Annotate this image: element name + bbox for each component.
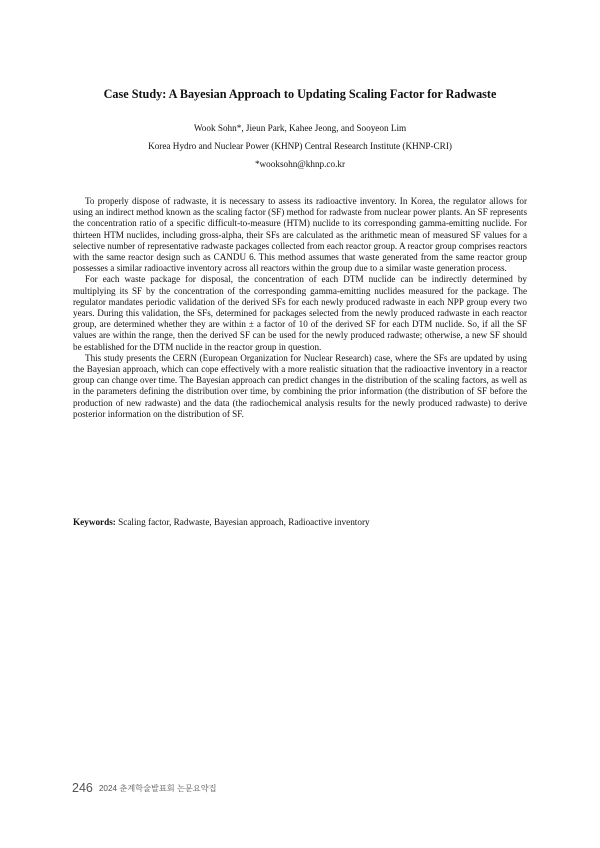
contact-email: *wooksohn@khnp.co.kr [254,159,346,169]
affiliation: Korea Hydro and Nuclear Power (KHNP) Central Research Institute (KHNP-CRI) [148,141,452,151]
keywords-line [73,516,527,528]
page-number: 246 [72,781,93,795]
abstract-paragraph-2: For each waste package for disposal, the concentration of each DTM nuclide can be indirectly determined by multiplying its SF by the concentration of the corresponding gamma-emitting nuclides measured for the package. The regulator mandates periodic validation of the derived SFs for each newly produced radwaste in each NPP group every two years. During this validation, the SFs, determined for packages selected from the newly produced radwaste in each reactor group, are determined whether they are within ± a factor of 10 of the derived SF for each DTM nuclide. So, if all the SF values are within the range, then the derived SF can be used for the newly produced radwaste; otherwise, a new SF should be established for the DTM nuclide in the reactor group in question. [73,274,527,352]
abstract-paragraph-1: To properly dispose of radwaste, it is necessary to assess its radioactive inventory. In Korea, the regulator allows for using an indirect method known as the scaling factor (SF) method for radwaste from nuclear power plants. An SF represents the concentration ratio of a specific difficult-to-measure (HTM) nuclide to its corresponding gamma-emitting nuclide. For thirteen HTM nuclides, including gross-alpha, their SFs are calculated as the arithmetic mean of measured SF values for a selective number of representative radwaste packages collected from each reactor group. A reactor group comprises reactors with the same reactor design such as CANDU 6. This method assumes that waste generated from the same reactor group possesses a similar radioactive inventory across all reactors within the group due to a similar waste generation process. [73,196,527,274]
proceedings-name: 2024 춘계학술발표회 논문요약집 [98,784,217,793]
abstract-body [73,196,527,420]
author-list: Wook Sohn*, Jieun Park, Kahee Jeong, and Sooyeon Lim [193,123,407,133]
abstract-paragraph-3: This study presents the CERN (European Organization for Nuclear Research) case, where the SFs are updated by using the Bayesian approach, which can cope effectively with a more realistic situation that the radioactive inventory in a reactor group can change over time. The Bayesian approach can predict changes in the distribution of the scaling factors, as well as in the parameters defining the distribution over time, by combining the prior information (the distribution of SF before the production of new radwaste) and the data (the radiochemical analysis results for the newly produced radwaste) to derive posterior information on the distribution of SF. [73,352,527,419]
keywords-label: Keywords: [73,517,116,527]
paper-title: Case Study: A Bayesian Approach to Updating Scaling Factor for Radwaste [103,87,497,101]
page-footer [72,779,217,797]
keywords-list: Scaling factor, Radwaste, Bayesian approach, Radioactive inventory [118,517,370,527]
